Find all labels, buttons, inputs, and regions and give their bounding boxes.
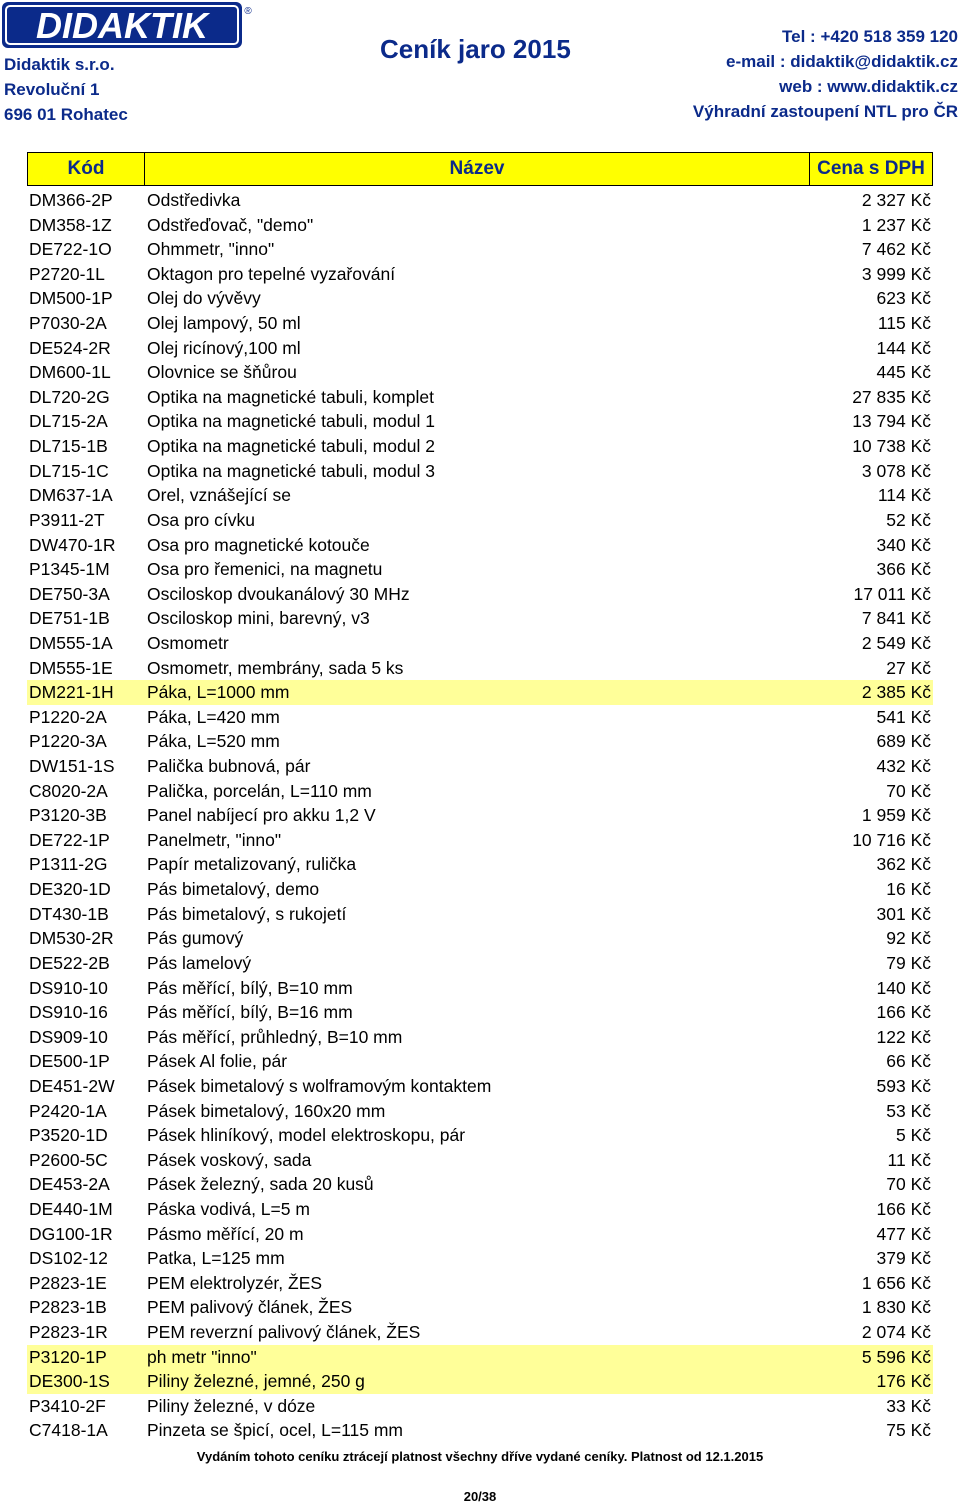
row-price: 92 Kč <box>886 928 931 949</box>
row-price: 166 Kč <box>876 1198 931 1219</box>
table-row <box>27 1049 933 1074</box>
row-code: DE440-1M <box>29 1198 113 1219</box>
row-name: Pás bimetalový, demo <box>147 879 320 900</box>
validity-notice: Vydáním tohoto ceníku ztrácejí platnost všechny dříve vydané ceníky. Platnost od 12.1.2015 <box>196 1449 764 1464</box>
row-name: Páka, L=1000 mm <box>147 682 290 703</box>
row-code: DT430-1B <box>29 903 109 924</box>
row-code: DW151-1S <box>29 756 115 777</box>
row-name: Osa pro cívku <box>147 509 255 530</box>
contact-representation: Výhradní zastoupení NTL pro ČR <box>692 102 958 121</box>
column-header-code: Kód <box>28 153 145 185</box>
row-name: Pásmo měřící, 20 m <box>147 1223 304 1244</box>
row-code: DM358-1Z <box>29 214 112 235</box>
row-code: P2823-1B <box>29 1297 107 1318</box>
row-name: Oktagon pro tepelné vyzařování <box>147 263 396 284</box>
row-code: DL715-1C <box>29 460 109 481</box>
row-name: Papír metalizovaný, rulička <box>147 854 357 875</box>
row-price: 445 Kč <box>876 362 931 383</box>
row-price: 70 Kč <box>886 780 931 801</box>
row-name: Pás lamelový <box>147 952 252 973</box>
table-row <box>27 385 933 410</box>
row-name: Odstřeďovač, "demo" <box>147 214 314 235</box>
table-row <box>27 1295 933 1320</box>
row-name: Páka, L=520 mm <box>147 731 280 752</box>
row-price: 140 Kč <box>876 977 931 998</box>
table-row <box>27 311 933 336</box>
row-code: P1220-3A <box>29 731 107 752</box>
row-price: 301 Kč <box>876 903 931 924</box>
table-row <box>27 1197 933 1222</box>
table-row <box>27 926 933 951</box>
row-code: P2600-5C <box>29 1149 108 1170</box>
table-row <box>27 557 933 582</box>
row-name: Pásek Al folie, pár <box>147 1051 288 1072</box>
row-price: 33 Kč <box>886 1395 931 1416</box>
row-code: DE500-1P <box>29 1051 110 1072</box>
row-price: 7 841 Kč <box>861 608 931 629</box>
row-code: DE453-2A <box>29 1174 110 1195</box>
table-row <box>27 483 933 508</box>
row-price: 1 237 Kč <box>861 214 931 235</box>
row-price: 1 656 Kč <box>861 1272 931 1293</box>
row-price: 53 Kč <box>886 1100 931 1121</box>
row-price: 16 Kč <box>886 879 931 900</box>
row-name: Pásek hliníkový, model elektroskopu, pár <box>147 1125 466 1146</box>
row-price: 2 074 Kč <box>861 1322 931 1343</box>
row-name: Pinzeta se špicí, ocel, L=115 mm <box>147 1420 403 1441</box>
row-code: P1220-2A <box>29 706 107 727</box>
row-price: 593 Kč <box>876 1075 931 1096</box>
row-name: Olej lampový, 50 ml <box>147 313 301 334</box>
row-price: 2 549 Kč <box>861 632 931 653</box>
column-header-name: Název <box>145 153 810 185</box>
row-code: P7030-2A <box>29 313 107 334</box>
company-city: 696 01 Rohatec <box>4 105 128 124</box>
row-code: P2823-1E <box>29 1272 107 1293</box>
row-code: DW470-1R <box>29 534 116 555</box>
row-price: 10 738 Kč <box>852 436 931 457</box>
row-price: 17 011 Kč <box>853 583 931 604</box>
row-name: Piliny železné, jemné, 250 g <box>147 1371 365 1392</box>
table-row <box>27 976 933 1001</box>
contact-web[interactable]: web : www.didaktik.cz <box>779 77 958 96</box>
row-price: 362 Kč <box>876 854 931 875</box>
row-price: 3 999 Kč <box>861 263 931 284</box>
table-row <box>27 434 933 459</box>
table-header <box>27 152 933 186</box>
table-row <box>27 877 933 902</box>
row-name: Pásek voskový, sada <box>147 1149 312 1170</box>
row-code: DM637-1A <box>29 485 113 506</box>
table-row <box>27 803 933 828</box>
row-code: DL715-2A <box>29 411 108 432</box>
table-row <box>27 582 933 607</box>
row-name: Osmometr, membrány, sada 5 ks <box>147 657 404 678</box>
table-row <box>27 729 933 754</box>
row-code: DS910-16 <box>29 1002 108 1023</box>
row-price: 176 Kč <box>876 1371 931 1392</box>
row-name: Pás bimetalový, s rukojetí <box>147 903 347 924</box>
row-price: 166 Kč <box>876 1002 931 1023</box>
row-price: 1 830 Kč <box>861 1297 931 1318</box>
row-price: 52 Kč <box>886 509 931 530</box>
table-row <box>27 951 933 976</box>
row-code: DG100-1R <box>29 1223 113 1244</box>
row-price: 366 Kč <box>876 559 931 580</box>
row-name: Optika na magnetické tabuli, modul 3 <box>147 460 435 481</box>
row-code: P2823-1R <box>29 1322 108 1343</box>
row-price: 379 Kč <box>876 1248 931 1269</box>
table-row <box>27 902 933 927</box>
table-row <box>27 1123 933 1148</box>
company-street: Revoluční 1 <box>4 80 100 99</box>
row-code: C7418-1A <box>29 1420 108 1441</box>
row-name: Páska vodivá, L=5 m <box>147 1198 310 1219</box>
row-name: Optika na magnetické tabuli, komplet <box>147 386 434 407</box>
row-code: DL720-2G <box>29 386 110 407</box>
row-code: P2720-1L <box>29 263 105 284</box>
row-price: 114 Kč <box>877 485 931 506</box>
row-code: DE722-1O <box>29 239 112 260</box>
row-code: DM366-2P <box>29 190 113 210</box>
row-name: Odstředivka <box>147 190 241 210</box>
row-name: Osmometr <box>147 632 229 653</box>
row-price: 5 596 Kč <box>861 1346 931 1367</box>
table-row <box>27 1394 933 1419</box>
row-price: 75 Kč <box>886 1420 931 1441</box>
row-name: Pás měřící, bílý, B=10 mm <box>147 977 353 998</box>
company-address <box>4 52 128 127</box>
row-name: Palička, porcelán, L=110 mm <box>147 780 372 801</box>
row-name: Olovnice se šňůrou <box>147 362 297 383</box>
row-name: Piliny železné, v dóze <box>147 1395 316 1416</box>
table-row <box>27 360 933 385</box>
row-price: 541 Kč <box>876 706 931 727</box>
row-name: Pás měřící, průhledný, B=10 mm <box>147 1026 403 1047</box>
table-row <box>27 336 933 361</box>
table-row <box>27 409 933 434</box>
registered-mark: ® <box>244 6 252 17</box>
table-row <box>27 852 933 877</box>
row-code: DM530-2R <box>29 928 114 949</box>
row-price: 27 Kč <box>886 657 931 678</box>
table-row <box>27 680 933 705</box>
row-code: DE300-1S <box>29 1371 110 1392</box>
row-price: 1 959 Kč <box>861 805 931 826</box>
row-name: Panelmetr, "inno" <box>147 829 282 850</box>
row-code: DS910-10 <box>29 977 108 998</box>
row-name: Olej do vývěvy <box>147 288 261 309</box>
table-row <box>27 1418 933 1443</box>
row-price: 79 Kč <box>886 952 931 973</box>
table-row <box>27 754 933 779</box>
row-price: 115 Kč <box>877 313 931 334</box>
row-name: Pás gumový <box>147 928 244 949</box>
row-price: 477 Kč <box>876 1223 931 1244</box>
row-price: 10 716 Kč <box>852 829 931 850</box>
table-row <box>27 188 933 213</box>
table-row <box>27 779 933 804</box>
row-code: P1311-2G <box>29 854 108 875</box>
column-header-price: Cena s DPH <box>817 158 925 179</box>
table-row <box>27 705 933 730</box>
row-code: DE751-1B <box>29 608 110 629</box>
row-name: Osa pro magnetické kotouče <box>147 534 370 555</box>
contact-phone: Tel : +420 518 359 120 <box>782 27 958 46</box>
row-code: P3120-1P <box>29 1346 107 1367</box>
table-row <box>27 213 933 238</box>
row-name: Pásek bimetalový, 160x20 mm <box>147 1100 386 1121</box>
row-price: 144 Kč <box>876 337 931 358</box>
table-row <box>27 656 933 681</box>
table-row <box>27 1369 933 1394</box>
row-code: C8020-2A <box>29 780 108 801</box>
row-code: DE524-2R <box>29 337 111 358</box>
table-row <box>27 237 933 262</box>
price-list-table <box>27 188 933 1443</box>
row-name: Patka, L=125 mm <box>147 1248 285 1269</box>
table-row <box>27 606 933 631</box>
row-name: Ohmmetr, "inno" <box>147 239 275 260</box>
row-price: 7 462 Kč <box>861 239 931 260</box>
row-name: Osciloskop mini, barevný, v3 <box>147 608 370 629</box>
row-name: Olej ricínový,100 ml <box>147 337 301 358</box>
row-name: PEM elektrolyzér, ŽES <box>147 1272 323 1293</box>
row-name: Páka, L=420 mm <box>147 706 280 727</box>
row-price: 13 794 Kč <box>852 411 931 432</box>
table-row <box>27 1148 933 1173</box>
row-name: PEM reverzní palivový článek, ŽES <box>147 1322 421 1343</box>
row-price: 432 Kč <box>876 756 931 777</box>
row-price: 5 Kč <box>895 1125 931 1146</box>
row-name: PEM palivový článek, ŽES <box>147 1297 353 1318</box>
row-code: DE750-3A <box>29 583 110 604</box>
company-name: Didaktik s.r.o. <box>4 55 115 74</box>
row-price: 27 835 Kč <box>852 386 931 407</box>
row-name: ph metr "inno" <box>147 1346 257 1367</box>
table-row <box>27 631 933 656</box>
row-code: P3120-3B <box>29 805 107 826</box>
row-code: P3911-2T <box>29 509 105 530</box>
page-title: Ceník jaro 2015 <box>380 34 571 64</box>
table-row <box>27 286 933 311</box>
logo-text: DIDAKTIK <box>36 5 208 46</box>
row-code: DM555-1E <box>29 657 113 678</box>
table-row <box>27 1246 933 1271</box>
row-code: DS909-10 <box>29 1026 108 1047</box>
table-row <box>27 1172 933 1197</box>
row-name: Pás měřící, bílý, B=16 mm <box>147 1002 353 1023</box>
row-price: 689 Kč <box>876 731 931 752</box>
row-code: DE722-1P <box>29 829 110 850</box>
table-row <box>27 508 933 533</box>
row-price: 122 Kč <box>876 1026 931 1047</box>
table-row <box>27 1271 933 1296</box>
row-price: 623 Kč <box>876 288 931 309</box>
row-code: DM221-1H <box>29 682 114 703</box>
row-name: Pásek bimetalový s wolframovým kontaktem <box>147 1075 492 1096</box>
table-row <box>27 459 933 484</box>
row-name: Orel, vznášející se <box>147 485 291 506</box>
row-price: 66 Kč <box>886 1051 931 1072</box>
table-row <box>27 1320 933 1345</box>
row-code: DL715-1B <box>29 436 108 457</box>
row-name: Osa pro řemenici, na magnetu <box>147 559 383 580</box>
row-code: P3410-2F <box>29 1395 106 1416</box>
table-row <box>27 1025 933 1050</box>
table-row <box>27 1099 933 1124</box>
row-code: P2420-1A <box>29 1100 107 1121</box>
row-price: 340 Kč <box>876 534 931 555</box>
row-name: Optika na magnetické tabuli, modul 1 <box>147 411 435 432</box>
row-name: Palička bubnová, pár <box>147 756 311 777</box>
table-row <box>27 1074 933 1099</box>
row-code: DE320-1D <box>29 879 111 900</box>
row-code: DM500-1P <box>29 288 113 309</box>
row-code: DS102-12 <box>29 1248 108 1269</box>
row-price: 3 078 Kč <box>861 460 931 481</box>
contact-info <box>693 24 958 124</box>
table-row <box>27 1000 933 1025</box>
row-price: 70 Kč <box>886 1174 931 1195</box>
row-price: 2 385 Kč <box>861 682 931 703</box>
row-name: Pásek železný, sada 20 kusů <box>147 1174 374 1195</box>
row-price: 11 Kč <box>887 1149 931 1170</box>
row-price: 2 327 Kč <box>861 190 931 210</box>
row-code: P1345-1M <box>29 559 110 580</box>
page-number: 20/38 <box>463 1489 497 1504</box>
table-row <box>27 533 933 558</box>
row-name: Optika na magnetické tabuli, modul 2 <box>147 436 435 457</box>
row-code: DE451-2W <box>29 1075 115 1096</box>
row-code: DE522-2B <box>29 952 110 973</box>
row-code: P3520-1D <box>29 1125 108 1146</box>
table-row <box>27 1222 933 1247</box>
row-code: DM600-1L <box>29 362 111 383</box>
table-row <box>27 262 933 287</box>
table-row <box>27 828 933 853</box>
row-code: DM555-1A <box>29 632 113 653</box>
row-name: Osciloskop dvoukanálový 30 MHz <box>147 583 410 604</box>
table-row <box>27 1345 933 1370</box>
row-name: Panel nabíjecí pro akku 1,2 V <box>147 805 376 826</box>
contact-email[interactable]: e-mail : didaktik@didaktik.cz <box>726 52 958 71</box>
didaktik-logo <box>2 2 254 50</box>
